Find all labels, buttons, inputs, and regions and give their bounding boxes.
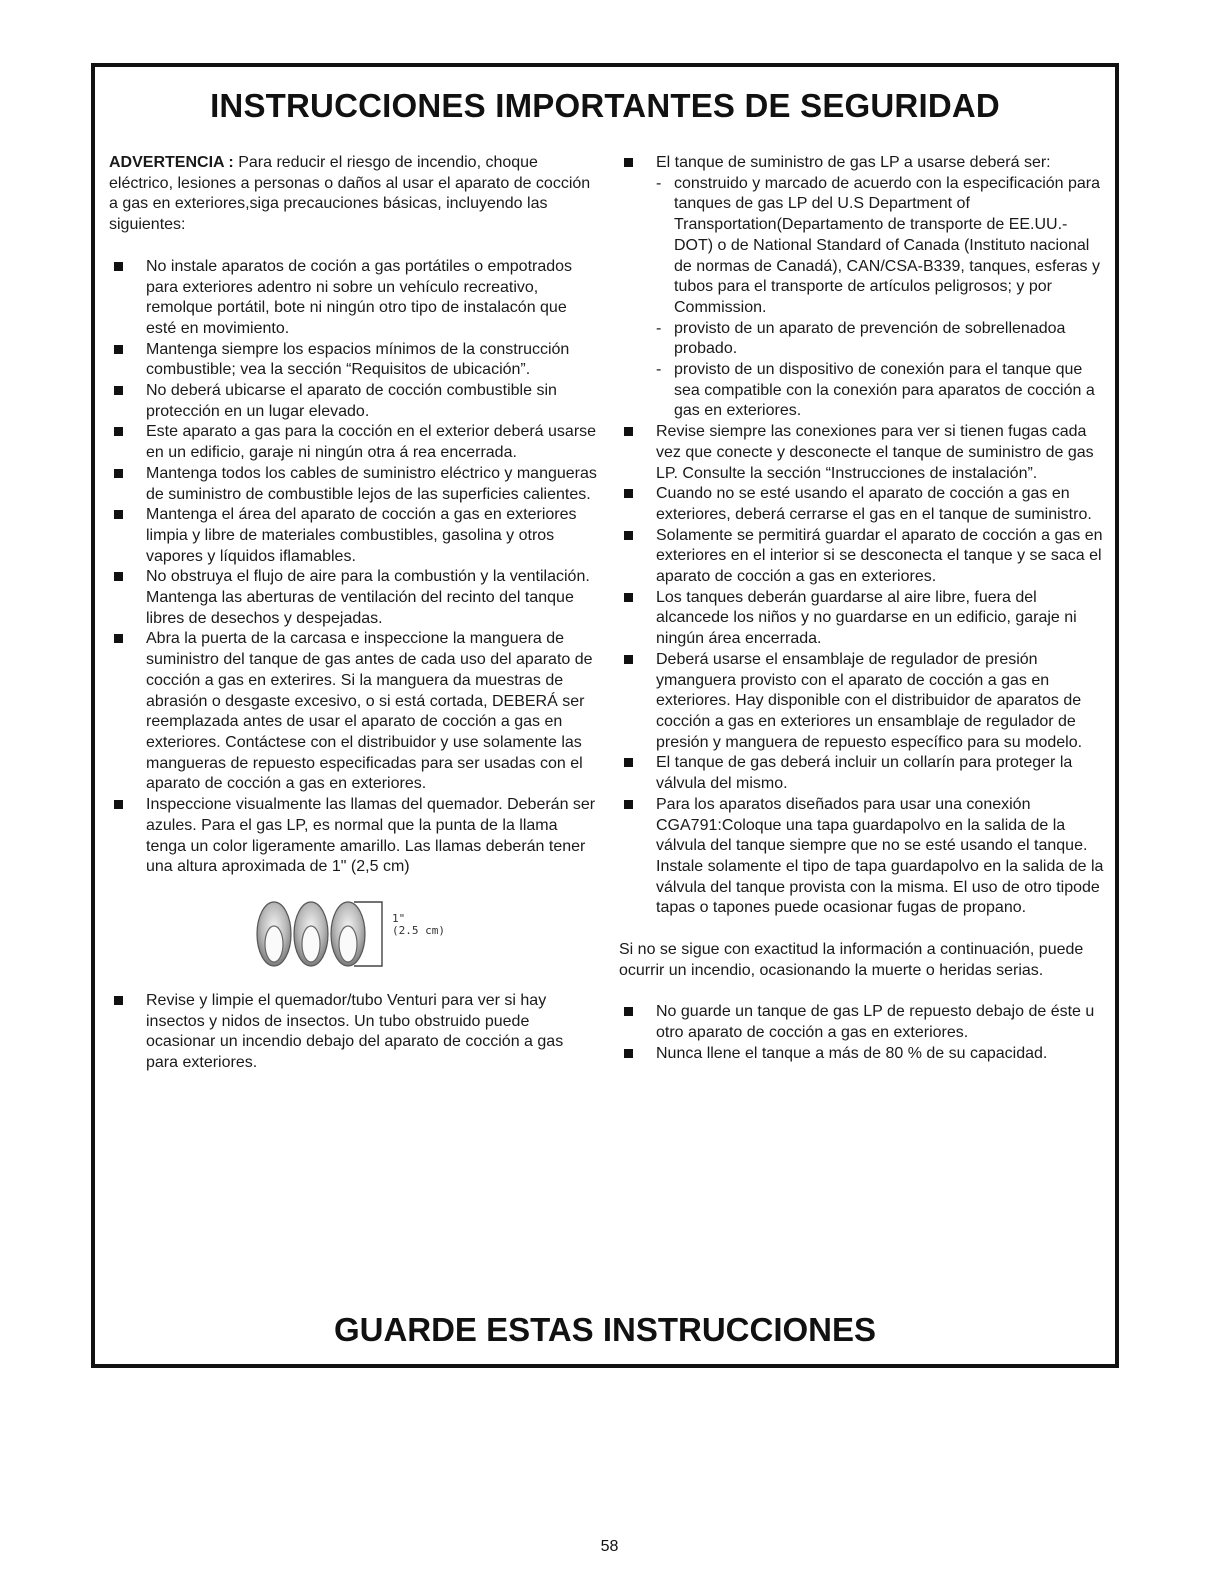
list-item: - construido y marcado de acuerdo con la especificación para tanques de gas LP del U.S Department of Transportation(Departamento de transporte de EE.UU.-DOT) o de National Standard of Canada (Instituto nacional de normas de Canadá), CAN/CSA-B339, tanques, esferas y tubos para el transporte de artículos peligrosos; y por Commission. bbox=[656, 174, 1105, 319]
list-item: Solamente se permitirá guardar el aparato de cocción a gas en exteriores en el interior si se desconecta el tanque y se saca el aparato de cocción a gas en exteriores. bbox=[619, 526, 1105, 588]
list-item: - provisto de un aparato de prevención de sobrellenadoa probado. bbox=[656, 319, 1105, 360]
list-item: No obstruya el flujo de aire para la combustión y la ventilación. Mantenga las aberturas de ventilación del recinto del tanque libres de desechos y despejadas. bbox=[109, 567, 599, 629]
flame-height-labels bbox=[392, 913, 445, 937]
list-item: Mantenga el área del aparato de cocción a gas en exteriores limpia y libre de materiales combustibles, gasolina y otros vapores y líquidos iflamables. bbox=[109, 505, 599, 567]
warning-label: ADVERTENCIA : bbox=[109, 154, 234, 171]
flame-height-cm: (2.5 cm) bbox=[392, 923, 445, 937]
list-item: Mantenga siempre los espacios mínimos de la construcción combustible; vea la sección “Requisitos de ubicación”. bbox=[109, 340, 599, 381]
flame-height-inches: 1" bbox=[392, 911, 406, 925]
page-title: INSTRUCCIONES IMPORTANTES DE SEGURIDAD bbox=[210, 87, 1000, 124]
flame-height-figure bbox=[254, 899, 599, 969]
warning-paragraph bbox=[109, 153, 599, 236]
save-instructions-title: GUARDE ESTAS INSTRUCCIONES bbox=[333, 1311, 877, 1348]
list-item bbox=[619, 153, 1105, 422]
left-bullet-list bbox=[109, 257, 599, 878]
left-column bbox=[109, 153, 599, 1074]
tank-intro: El tanque de suministro de gas LP a usarse deberá ser: bbox=[656, 154, 1051, 171]
left-bullet-list-after bbox=[109, 991, 599, 1074]
list-item: No instale aparatos de coción a gas portátiles o empotrados para exteriores adentro ni sobre un vehículo recreativo, remolque portátil, bote ni ningún otro tipo de instalacón que esté en movimiento. bbox=[109, 257, 599, 340]
burner-flames-icon bbox=[254, 899, 386, 969]
list-item: Nunca llene el tanque a más de 80 % de su capacidad. bbox=[619, 1044, 1105, 1065]
list-item: No guarde un tanque de gas LP de repuesto debajo de éste u otro aparato de cocción a gas en exteriores. bbox=[619, 1002, 1105, 1043]
list-item: Mantenga todos los cables de suministro eléctrico y mangueras de suministro de combustible lejos de las superficies calientes. bbox=[109, 464, 599, 505]
page-number: 58 bbox=[600, 1538, 619, 1555]
list-item: - provisto de un dispositivo de conexión para el tanque que sea compatible con la conexión para aparatos de cocción a gas en exteriores. bbox=[656, 360, 1105, 422]
list-item: No deberá ubicarse el aparato de cocción combustible sin protección en un lugar elevado. bbox=[109, 381, 599, 422]
right-bullet-list bbox=[619, 153, 1105, 919]
list-item: Los tanques deberán guardarse al aire libre, fuera del alcancede los niños y no guardarse en un edificio, garaje ni ningún área encerrada. bbox=[619, 588, 1105, 650]
consequence-paragraph: Si no se sigue con exactitud la información a continuación, puede ocurrir un incendio, ocasionando la muerte o heridas serias. bbox=[619, 941, 1084, 979]
list-item: Deberá usarse el ensamblaje de regulador de presión ymanguera provisto con el aparato de cocción a gas en exteriores. Hay disponible con el distribuidor de aparatos de cocción a gas en exteriores un ensamblaje de regulador de presión y manguera de repuesto específico para su modelo. bbox=[619, 650, 1105, 754]
list-item: Abra la puerta de la carcasa e inspeccione la manguera de suministro del tanque de gas antes de cada uso del aparato de cocción a gas en exterires. Si la manguera da muestras de abrasión o desgaste excesivo, o si está cortada, DEBERÁ ser reemplazada antes de usar el aparato de cocción a gas en exteriores. Contáctese con el distribuidor y use solamente las mangueras de repuesto especificadas para ser usadas con el aparato de cocción a gas en exteriores. bbox=[109, 629, 599, 795]
right-bullet-list-after bbox=[619, 1002, 1105, 1064]
list-item: Para los aparatos diseñados para usar una conexión CGA791:Coloque una tapa guardapolvo en la salida de la válvula del tanque siempre que no se esté usando el tanque. Instale solamente el tipo de tapa guardapolvo en la salida de la válvula del tanque provista con la misma. El uso de otro tipode tapas o tapones puede ocasionar fugas de propano. bbox=[619, 795, 1105, 919]
list-item: Inspeccione visualmente las llamas del quemador. Deberán ser azules. Para el gas LP, es normal que la punta de la llama tenga un color ligeramente amarillo. Las llamas deberán tener una altura aproximada de 1" (2,5 cm) bbox=[109, 795, 599, 878]
list-item: Revise siempre las conexiones para ver si tienen fugas cada vez que conecte y desconecte el tanque de suministro de gas LP. Consulte la sección “Instrucciones de instalación”. bbox=[619, 422, 1105, 484]
safety-instructions-box bbox=[91, 63, 1119, 1368]
list-item: Revise y limpie el quemador/tubo Venturi para ver si hay insectos y nidos de insectos. Un tubo obstruido puede ocasionar un incendio debajo del aparato de cocción a gas para exteriores. bbox=[109, 991, 599, 1074]
right-column bbox=[619, 153, 1105, 1065]
list-item: Este aparato a gas para la cocción en el exterior deberá usarse en un edificio, garaje ni ningún otra á rea encerrada. bbox=[109, 422, 599, 463]
warning-text: Para reducir el riesgo de incendio, choque eléctrico, lesiones a personas o daños al usar el aparato de cocción a gas en exteriores,siga precauciones básicas, incluyendo las siguientes: bbox=[109, 154, 591, 234]
tank-requirements-list bbox=[656, 174, 1105, 422]
list-item: Cuando no se esté usando el aparato de cocción a gas en exteriores, deberá cerrarse el gas en el tanque de suministro. bbox=[619, 484, 1105, 525]
list-item: El tanque de gas deberá incluir un collarín para proteger la válvula del mismo. bbox=[619, 753, 1105, 794]
